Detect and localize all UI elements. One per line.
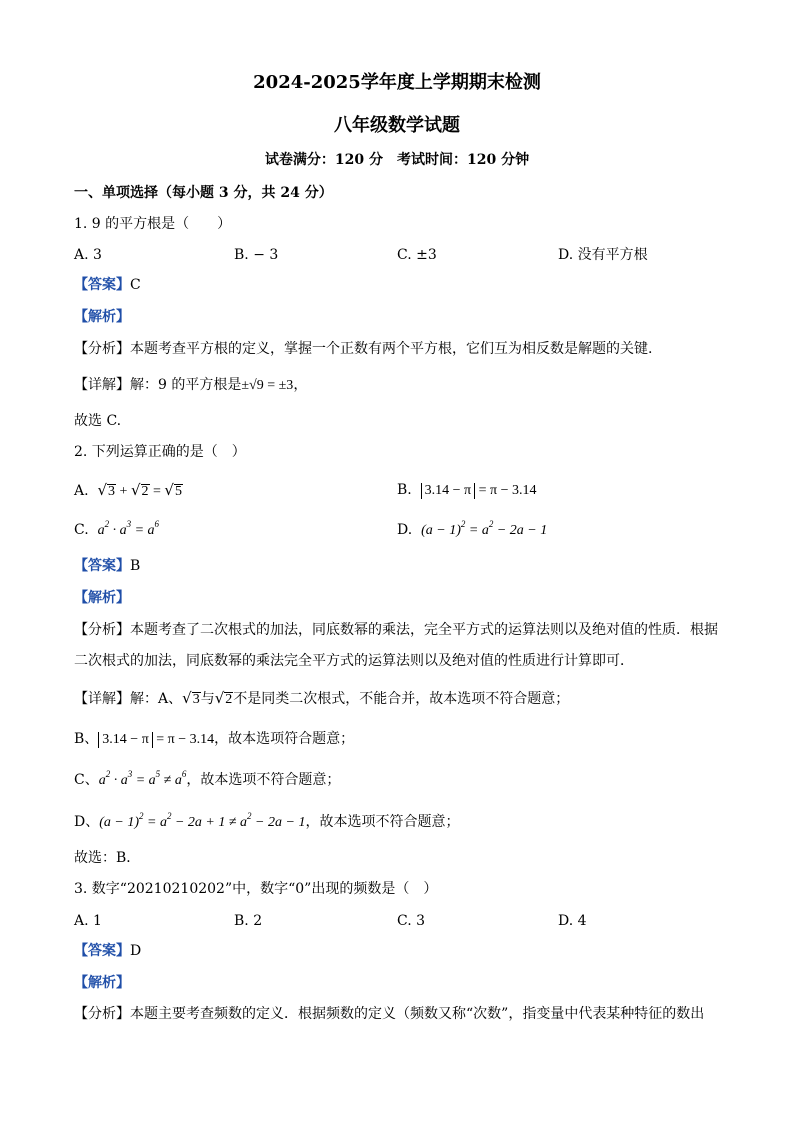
analysis-tag: 【解析】 [74,975,130,991]
q2-detail-a-prefix: 解：A、 [130,691,183,707]
q2-option-c: C. $a^2 \cdot a^3 = a^6$ [74,519,160,538]
q2-detail-a-mid: 与 [200,691,215,707]
q2-option-a-label: A. [74,483,89,499]
q2-answer-line [74,556,140,576]
q3-option-d: D. 4 [558,913,587,929]
q1-fenxi: 本题考查平方根的定义，掌握一个正数有两个平方根，它们互为相反数是解题的关键. [130,341,653,357]
fenxi-tag: 【分析】 [74,1006,130,1022]
answer-tag: 【答案】 [74,558,130,574]
q2-detail-d-prefix: D、 [74,814,100,830]
exam-subtitle: 八年级数学试题 [334,115,460,136]
q1-fenxi-line [74,339,652,359]
q2-option-c-label: C. [74,522,89,538]
q2-option-d: D. $(a - 1)^2 = a^2 - 2a - 1$ [397,519,548,538]
q1-conclusion: 故选 C. [74,413,122,429]
q3-answer: D [130,943,142,959]
q1-option-c: C. ±3 [397,247,437,263]
analysis-tag: 【解析】 [74,590,130,606]
q2-option-b: B. 3.14 − π = π − 3.14 [397,482,537,498]
q3-option-b: B. 2 [234,913,263,929]
q3-answer-line [74,941,141,961]
q2-answer: B [130,558,141,574]
q1-detail-line [74,375,307,396]
q2-analysis-line [74,588,130,608]
q2-detail-b: B、 3.14 − π = π − 3.14，故本选项符合题意； [74,731,355,747]
question-3-stem: 3. 数字“20210210202”中，数字“0”出现的频数是（ ） [74,881,438,897]
q2-option-a: A. √3 + √2 = √5 [74,481,182,499]
q1-analysis-line [74,307,130,327]
q1-option-d: D. 没有平方根 [558,247,648,263]
q3-analysis-line [74,973,130,993]
q1-answer: C [130,277,141,293]
q2-detail-c-prefix: C、 [74,772,99,788]
detail-tag: 【详解】 [74,377,130,393]
answer-tag: 【答案】 [74,277,130,293]
q2-detail-c-suffix: ，故本选项不符合题意； [186,772,341,788]
question-1-stem: 1. 9 的平方根是（ ） [74,216,232,232]
fenxi-tag: 【分析】 [74,341,130,357]
q2-detail-b-suffix: ，故本选项符合题意； [214,731,355,747]
exam-info: 试卷满分：120 分 考试时间：120 分钟 [264,152,530,168]
q1-answer-line [74,275,141,295]
q2-detail-b-prefix: B、 [74,731,99,747]
q2-fenxi-line-1 [74,620,718,640]
q2-detail-a-suffix: 不是同类二次根式，不能合并，故本选项不符合题意； [233,691,570,707]
q1-detail-prefix: 解：9 的平方根是 [130,377,242,393]
q1-detail-math: ±√9 = ±3 [241,378,294,393]
q2-fenxi-1: 本题考查了二次根式的加法，同底数幂的乘法，完全平方式的运算法则以及绝对值的性质．根据 [130,622,718,638]
section-heading: 一、单项选择（每小题 3 分，共 24 分） [74,185,333,201]
fenxi-tag: 【分析】 [74,622,130,638]
q3-fenxi: 本题主要考查频数的定义．根据频数的定义（频数又称“次数”，指变量中代表某种特征的数出 [130,1006,705,1022]
q1-option-b: B. − 3 [234,247,279,263]
q2-detail-d-suffix: ，故本选项不符合题意； [305,814,460,830]
question-2-stem: 2. 下列运算正确的是（ ） [74,444,246,460]
q2-detail-d: D、$(a - 1)^2 = a^2 - 2a + 1 \ne a^2 - 2a - 1$，故本选项不符合题意； [74,811,460,830]
q2-fenxi-line-2: 二次根式的加法，同底数幂的乘法完全平方式的运算法则以及绝对值的性质进行计算即可． [74,653,634,669]
detail-tag: 【详解】 [74,691,130,707]
q3-fenxi-line [74,1004,704,1024]
q3-option-c: C. 3 [397,913,426,929]
q3-option-a: A. 1 [74,913,102,929]
q2-conclusion: 故选：B． [74,850,141,866]
analysis-tag: 【解析】 [74,309,130,325]
exam-title: 2024-2025学年度上学期期末检测 [253,72,541,93]
q1-option-a: A. 3 [74,247,102,263]
q2-option-b-label: B. [397,482,412,498]
q2-option-d-label: D. [397,522,413,538]
q1-detail-suffix: ， [293,377,308,393]
answer-tag: 【答案】 [74,943,130,959]
q2-detail-a: 【详解】解：A、√3与√2不是同类二次根式，不能合并，故本选项不符合题意； [74,689,570,707]
q2-detail-c: C、$a^2 \cdot a^3 = a^5 \ne a^6$，故本选项不符合题意； [74,769,341,788]
